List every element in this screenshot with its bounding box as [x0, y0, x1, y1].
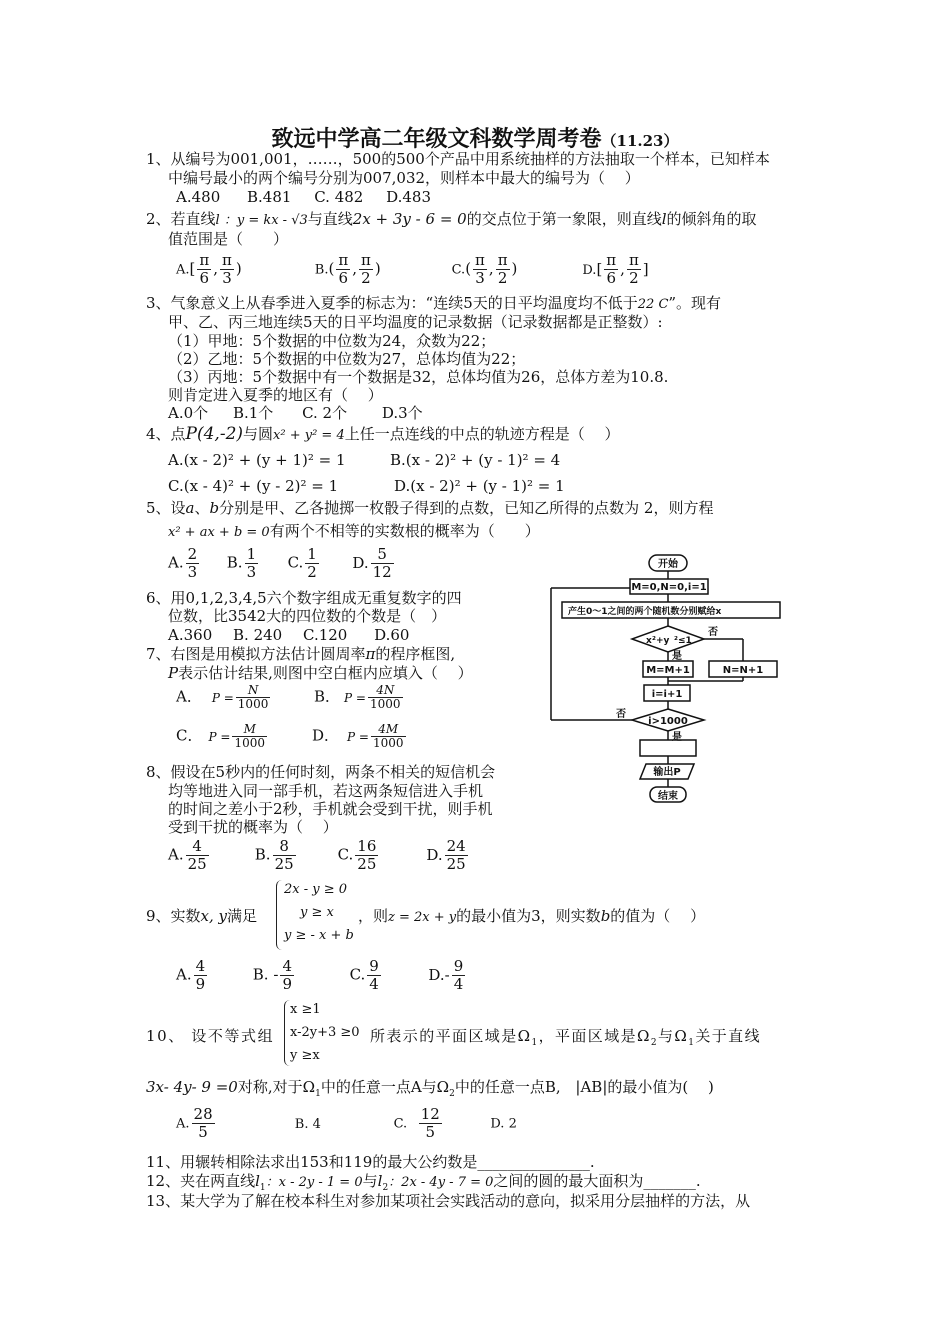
svg-text:N=N+1: N=N+1: [722, 665, 764, 676]
q3-line2: 甲、乙、丙三地连续5天的日平均温度的记录数据（记录数据都是正整数）:: [168, 313, 663, 331]
q3-line3: （1）甲地：5个数据的中位数为24，众数为22；: [168, 332, 496, 350]
q3-line6: 则肯定进入夏季的地区有（ ）: [168, 386, 383, 404]
svg-text:M=0,N=0,i=1: M=0,N=0,i=1: [631, 582, 707, 593]
exam-date: （11.23）: [601, 132, 679, 150]
q5-option-b: B. $\frac{1}{3}$: [226, 545, 257, 581]
svg-text:²≤1: ²≤1: [674, 636, 692, 646]
q1-options: [176, 188, 431, 207]
q3-line5: （3）丙地：5个数据中有一个数据是32，总体均值为26，总体方差为10.8.: [168, 368, 669, 386]
q4-line1: 4、点P(4,-2)与圆x² + y² = 4上任一点连线的中点的轨迹方程是（ ）: [146, 424, 620, 444]
q9-prefix: 9、实数x, y满足: [146, 907, 258, 925]
q9-system: 2x - y ≥ 0 y ≥ x y ≥ - x + b: [284, 882, 354, 943]
q5-line1: 5、设a、b分别是甲、乙各抛掷一枚骰子得到的点数，已知乙所得的点数为 2，则方程: [146, 499, 714, 517]
q10-system: x ≥1 x-2y+3 ≥0 y ≥x: [290, 1002, 360, 1063]
q10-option-c: C. $\frac{12}{5}$: [393, 1105, 440, 1141]
flowchart: [548, 553, 788, 803]
q8-line1: 8、假设在5秒内的任何时刻，两条不相关的短信机会: [146, 763, 496, 781]
q8-option-b: B. $\frac{8}{25}$: [254, 837, 294, 873]
flow-blank-box: [640, 740, 696, 756]
q2-option-c: C.( $\frac{\pi}{3}$ , $\frac{\pi}{2}$ ): [451, 251, 518, 287]
q8-option-a: A. $\frac{4}{25}$: [168, 837, 207, 873]
q1-option-a: A.480: [176, 188, 221, 206]
q6-option-c: C.120: [303, 626, 348, 644]
q3-option-a: A.0个: [168, 404, 209, 422]
q7-option-c: C． P = $\frac{M}{1000}$: [176, 722, 265, 750]
q13-line: 13、某大学为了解在校本科生对参加某项社会实践活动的意向，拟采用分层抽样的方法，从: [146, 1192, 751, 1210]
q1-line2: 中编号最小的两个编号分别为007,032，则样本中最大的编号为（ ）: [168, 169, 640, 187]
page-title: 致远中学高二年级文科数学周考卷（11.23）: [271, 126, 679, 152]
svg-text:x: x: [646, 636, 652, 646]
q7-line1: 7、右图是用模拟方法估计圆周率π的程序框图,: [146, 645, 456, 663]
q9-option-b: B. - $\frac{4}{9}$: [252, 957, 292, 993]
q4-option-a: A.(x - 2)² + (y + 1)² = 1: [168, 451, 346, 469]
q7-option-d: D． P = $\frac{4M}{1000}$: [312, 722, 404, 750]
q10-option-b: B. 4: [294, 1116, 321, 1132]
q5-option-a: A. $\frac{2}{3}$: [168, 545, 198, 581]
q3-option-d: D.3个: [381, 404, 423, 422]
svg-text:开始: 开始: [658, 559, 678, 570]
q6-option-b: B. 240: [233, 626, 283, 644]
q10-option-a: A. $\frac{28}{5}$: [176, 1105, 213, 1141]
q12-line: 12、夹在两直线$l_1$：x - 2y - 1 = 0与$l_2$：2x - 4y - 7 = 0之间的圆的最大面积为_______.: [146, 1172, 701, 1193]
q8-options: [168, 838, 470, 873]
q1-option-d: D.483: [386, 188, 431, 206]
svg-text:i=i+1: i=i+1: [651, 689, 683, 700]
q8-line4: 受到干扰的概率为（ ）: [168, 818, 338, 836]
q7-line2: P表示估计结果,则图中空白框内应填入（ ）: [168, 664, 473, 682]
q1-option-b: B.481: [247, 188, 292, 206]
q11-line: 11、用辗转相除法求出153和119的最大公约数是_______________.: [146, 1153, 595, 1171]
q3-line1: 3、气象意义上从春季进入夏季的标志为：“连续5天的日平均温度均不低于22 C”。现有: [146, 294, 722, 312]
svg-text:i>1000: i>1000: [648, 716, 688, 727]
svg-text:M=M+1: M=M+1: [646, 665, 690, 676]
q7-option-a: A． P = $\frac{N}{1000}$: [176, 683, 269, 711]
q5-option-c: C. $\frac{1}{2}$: [287, 545, 317, 581]
q8-line3: 的时间之差小于2秒，手机就会受到干扰，则手机: [168, 800, 493, 818]
q3-line4: （2）乙地：5个数据的中位数为27，总体均值为22；: [168, 350, 526, 368]
q4-option-d: D.(x - 2)² + (y - 1)² = 1: [394, 477, 565, 495]
q9-option-d: D.- $\frac{9}{4}$: [428, 957, 464, 993]
q6-option-d: D.60: [374, 626, 410, 644]
q5-option-d: D. $\frac{5}{12}$: [352, 545, 392, 581]
q2-option-b: B.( $\frac{\pi}{6}$ , $\frac{\pi}{2}$ ): [314, 251, 381, 287]
q10-prefix: 10、 设不等式组: [146, 1027, 275, 1045]
q4-option-c: C.(x - 4)² + (y - 2)² = 1: [168, 477, 339, 495]
q3-option-c: C. 2个: [302, 404, 348, 422]
svg-text:是: 是: [672, 732, 682, 743]
q6-options: [168, 626, 409, 645]
q1-option-c: C. 482: [314, 188, 364, 206]
svg-text:是: 是: [672, 651, 682, 662]
q9-option-a: A. $\frac{4}{9}$: [176, 957, 206, 993]
q2-line1: 2、若直线l ：y = kx - √3与直线2x + 3y - 6 = 0的交点位于第一象限，则直线l的倾斜角的取: [146, 210, 757, 228]
q10-line2: 3x- 4y- 9 =0对称,对于$\Omega_1$中的任意一点A与$\Omega_2$中的任意一点B, |AB|的最小值为( ): [146, 1078, 714, 1099]
svg-text:输出P: 输出P: [653, 767, 681, 778]
q6-option-a: A.360: [168, 626, 213, 644]
q8-option-d: D. $\frac{24}{25}$: [426, 837, 466, 873]
q8-option-c: C. $\frac{16}{25}$: [337, 837, 377, 873]
q6-line1: 6、用0,1,2,3,4,5六个数字组成无重复数字的四: [146, 589, 462, 607]
q9-tail: ，则z = 2x + y的最小值为3，则实数b的值为（ ）: [358, 907, 706, 925]
q5-options: [168, 546, 396, 581]
svg-text:产生0～1之间的两个随机数分别赋给x: 产生0～1之间的两个随机数分别赋给x: [568, 607, 722, 617]
q10-line1: 所表示的平面区域是$\Omega_1$，平面区域是$\Omega_2$与$\Omega_1$关于直线: [370, 1027, 761, 1048]
q5-line2: x² + ax + b = 0有两个不相等的实数根的概率为（ ）: [168, 522, 540, 540]
svg-text:结束: 结束: [658, 791, 678, 802]
q6-line2: 位数，比3542大的四位数的个数是（ ）: [168, 607, 447, 625]
svg-text:否: 否: [708, 627, 718, 638]
q10-option-d: D. 2: [490, 1116, 517, 1132]
q9-brace: [276, 880, 283, 950]
q10-options: [176, 1106, 517, 1141]
q2-options: [176, 252, 649, 287]
svg-text:²+y: ²+y: [652, 636, 670, 646]
q3-option-b: B.1个: [232, 404, 274, 422]
q3-options: [168, 404, 423, 423]
q2-line2: 值范围是（ ）: [168, 230, 289, 248]
q1-line1: 1、从编号为001,001，……，500的500个产品中用系统抽样的方法抽取一个样本，已知样本: [146, 150, 770, 168]
svg-text:否: 否: [616, 709, 626, 720]
q8-line2: 均等地进入同一部手机，若这两条短信进入手机: [168, 782, 484, 800]
q9-options: [176, 958, 467, 993]
q2-option-a: A.[ $\frac{\pi}{6}$ , $\frac{\pi}{3}$ ): [176, 251, 242, 287]
q2-option-d: D.[ $\frac{\pi}{6}$ , $\frac{\pi}{2}$ ]: [582, 251, 649, 287]
q9-option-c: C. $\frac{9}{4}$: [349, 957, 379, 993]
q4-option-b: B.(x - 2)² + (y - 1)² = 4: [390, 451, 561, 469]
q7-option-b: B． P = $\frac{4N}{1000}$: [314, 683, 401, 711]
